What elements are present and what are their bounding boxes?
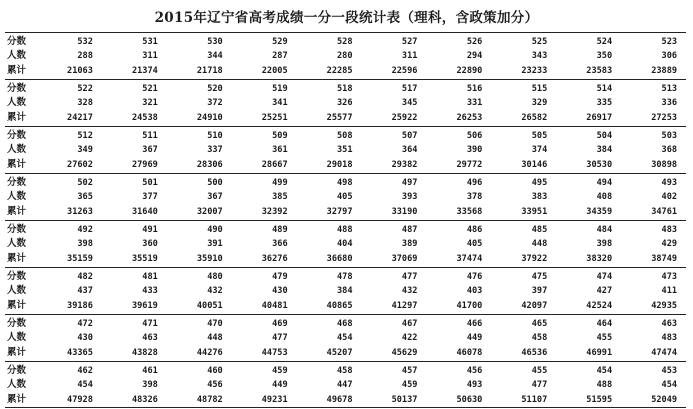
score-cell: 524	[596, 37, 613, 48]
count-cell: 437	[77, 286, 93, 297]
cumulative-cell: 38749	[651, 253, 678, 264]
score-cell: 489	[272, 225, 288, 236]
cumulative-cell: 42097	[521, 300, 548, 311]
score-cell: 456	[466, 366, 483, 377]
count-cell: 454	[77, 380, 93, 391]
score-cell: 527	[401, 37, 418, 48]
cumulative-cell: 38320	[586, 253, 613, 264]
count-cell: 408	[596, 192, 613, 203]
score-cell: 516	[466, 84, 483, 95]
count-cell: 477	[272, 333, 288, 344]
count-cell: 432	[207, 286, 223, 297]
score-cell: 498	[337, 178, 353, 189]
score-cell: 472	[77, 319, 93, 330]
score-cell: 458	[337, 366, 353, 377]
cumulative-cell: 52049	[651, 394, 678, 405]
count-cell: 367	[207, 192, 223, 203]
score-cell: 504	[596, 131, 613, 142]
count-cell: 463	[142, 333, 158, 344]
count-cell: 449	[272, 380, 288, 391]
score-cell: 457	[401, 366, 418, 377]
cumulative-cell: 41700	[456, 300, 483, 311]
cumulative-cell: 21718	[196, 65, 223, 76]
count-row	[5, 237, 686, 251]
count-cell: 294	[466, 51, 483, 62]
score-cell: 518	[337, 84, 353, 95]
count-cell: 328	[77, 98, 93, 109]
count-cell: 385	[272, 192, 288, 203]
count-cell: 405	[466, 239, 483, 250]
count-row	[5, 96, 686, 110]
count-cell: 341	[272, 98, 288, 109]
count-cell: 405	[337, 192, 353, 203]
cumulative-cell: 23583	[586, 65, 613, 76]
score-cell: 508	[337, 131, 353, 142]
cumulative-cell: 25577	[326, 112, 353, 123]
score-cell: 492	[77, 225, 93, 236]
count-cell: 402	[661, 192, 678, 203]
cumulative-cell: 47928	[67, 394, 93, 405]
cumulative-cell: 22596	[391, 65, 418, 76]
cumulative-cell: 41297	[391, 300, 418, 311]
count-cell: 458	[531, 333, 548, 344]
score-cell: 512	[77, 131, 93, 142]
count-cell: 383	[531, 192, 548, 203]
cumulative-cell: 51595	[586, 394, 613, 405]
score-cell: 491	[142, 225, 158, 236]
score-row	[5, 270, 686, 284]
cumulative-cell: 42935	[651, 300, 678, 311]
count-cell: 331	[466, 98, 483, 109]
score-cell: 507	[401, 131, 418, 142]
score-cell: 470	[207, 319, 223, 330]
cumulative-cell: 33951	[521, 206, 548, 217]
table-block	[5, 220, 686, 267]
score-cell: 467	[401, 319, 418, 330]
score-cell: 477	[401, 272, 418, 283]
count-cell: 393	[401, 192, 418, 203]
row-label-cumulative: 累计	[7, 393, 27, 405]
cumulative-row	[5, 64, 686, 78]
score-cell: 459	[272, 366, 288, 377]
cumulative-cell: 24910	[196, 112, 223, 123]
cumulative-cell: 34359	[586, 206, 613, 217]
cumulative-cell: 46078	[456, 347, 483, 358]
cumulative-row	[5, 158, 686, 172]
row-label-cumulative: 累计	[7, 252, 27, 264]
count-cell: 430	[77, 333, 93, 344]
score-cell: 480	[207, 272, 223, 283]
score-cell: 493	[661, 178, 678, 189]
cumulative-cell: 44753	[261, 347, 288, 358]
count-cell: 311	[142, 51, 158, 62]
cumulative-cell: 28667	[261, 159, 288, 170]
score-cell: 515	[531, 84, 548, 95]
count-cell: 326	[337, 98, 353, 109]
cumulative-cell: 39186	[67, 300, 93, 311]
row-label-count: 人数	[7, 191, 27, 203]
score-cell: 462	[77, 366, 93, 377]
count-cell: 280	[337, 51, 353, 62]
count-cell: 454	[337, 333, 353, 344]
cumulative-cell: 33568	[456, 206, 483, 217]
score-cell: 475	[531, 272, 548, 283]
row-label-score: 分数	[7, 224, 27, 236]
score-cell: 478	[337, 272, 353, 283]
cumulative-cell: 45207	[326, 347, 353, 358]
cumulative-cell: 30530	[586, 159, 613, 170]
count-cell: 287	[272, 51, 288, 62]
count-cell: 429	[661, 239, 678, 250]
score-cell: 488	[337, 225, 353, 236]
cumulative-cell: 30898	[651, 159, 678, 170]
count-cell: 288	[77, 51, 93, 62]
count-cell: 343	[531, 51, 548, 62]
row-label-count: 人数	[7, 144, 27, 156]
score-cell: 513	[661, 84, 678, 95]
score-cell: 486	[466, 225, 483, 236]
cumulative-cell: 42524	[586, 300, 613, 311]
cumulative-cell: 37069	[391, 253, 418, 264]
cumulative-cell: 48782	[196, 394, 223, 405]
count-row	[5, 190, 686, 204]
cumulative-cell: 49231	[261, 394, 288, 405]
cumulative-cell: 45629	[391, 347, 418, 358]
cumulative-cell: 50137	[391, 394, 418, 405]
cumulative-cell: 26917	[586, 112, 613, 123]
score-cell: 490	[207, 225, 223, 236]
count-cell: 411	[661, 286, 678, 297]
cumulative-cell: 32007	[196, 206, 223, 217]
count-cell: 398	[142, 380, 158, 391]
table-block	[5, 361, 686, 408]
count-cell: 366	[272, 239, 288, 250]
count-cell: 389	[401, 239, 418, 250]
count-cell: 427	[596, 286, 613, 297]
count-cell: 448	[207, 333, 223, 344]
count-cell: 483	[661, 333, 678, 344]
table-block	[5, 32, 686, 79]
count-cell: 384	[337, 286, 353, 297]
count-cell: 398	[596, 239, 613, 250]
score-cell: 474	[596, 272, 613, 283]
cumulative-cell: 37922	[521, 253, 548, 264]
count-cell: 345	[401, 98, 418, 109]
score-cell: 483	[661, 225, 678, 236]
count-cell: 368	[661, 145, 678, 156]
cumulative-cell: 35159	[67, 253, 93, 264]
score-cell: 514	[596, 84, 613, 95]
score-cell: 530	[207, 37, 223, 48]
score-cell: 484	[596, 225, 613, 236]
cumulative-row	[5, 111, 686, 125]
cumulative-cell: 23889	[651, 65, 678, 76]
cumulative-cell: 35519	[131, 253, 158, 264]
score-cell: 521	[142, 84, 158, 95]
score-cell: 497	[401, 178, 418, 189]
score-cell: 464	[596, 319, 613, 330]
count-cell: 364	[401, 145, 418, 156]
count-cell: 398	[77, 239, 93, 250]
count-cell: 350	[596, 51, 613, 62]
score-cell: 528	[337, 37, 353, 48]
count-cell: 477	[531, 380, 548, 391]
count-cell: 344	[207, 51, 223, 62]
row-label-cumulative: 累计	[7, 299, 27, 311]
score-cell: 465	[531, 319, 548, 330]
score-cell: 455	[531, 366, 548, 377]
count-cell: 432	[401, 286, 418, 297]
cumulative-cell: 28306	[196, 159, 223, 170]
score-cell: 520	[207, 84, 223, 95]
score-cell: 460	[207, 366, 223, 377]
row-label-cumulative: 累计	[7, 158, 27, 170]
cumulative-cell: 40865	[326, 300, 353, 311]
score-cell: 487	[401, 225, 418, 236]
score-cell: 503	[661, 131, 678, 142]
cumulative-cell: 27253	[651, 112, 678, 123]
cumulative-cell: 50630	[456, 394, 483, 405]
count-cell: 365	[77, 192, 93, 203]
cumulative-cell: 40481	[261, 300, 288, 311]
score-cell: 505	[531, 131, 548, 142]
count-cell: 397	[531, 286, 548, 297]
cumulative-cell: 35910	[196, 253, 223, 264]
score-cell: 476	[466, 272, 483, 283]
cumulative-cell: 30146	[521, 159, 548, 170]
count-cell: 374	[531, 145, 548, 156]
cumulative-cell: 47474	[651, 347, 678, 358]
count-cell: 390	[466, 145, 483, 156]
score-cell: 469	[272, 319, 288, 330]
cumulative-cell: 22005	[261, 65, 288, 76]
score-cell: 522	[77, 84, 93, 95]
cumulative-cell: 31640	[131, 206, 158, 217]
row-label-count: 人数	[7, 50, 27, 62]
cumulative-cell: 24538	[131, 112, 158, 123]
row-label-score: 分数	[7, 365, 27, 377]
cumulative-cell: 44276	[196, 347, 223, 358]
count-cell: 367	[142, 145, 158, 156]
score-cell: 500	[207, 178, 223, 189]
row-label-cumulative: 累计	[7, 64, 27, 76]
cumulative-row	[5, 252, 686, 266]
score-cell: 526	[466, 37, 483, 48]
cumulative-row	[5, 205, 686, 219]
count-cell: 449	[466, 333, 483, 344]
score-cell: 454	[596, 366, 613, 377]
count-cell: 351	[337, 145, 353, 156]
cumulative-cell: 43365	[67, 347, 93, 358]
count-cell: 329	[531, 98, 548, 109]
score-cell: 468	[337, 319, 353, 330]
row-label-score: 分数	[7, 83, 27, 95]
count-cell: 493	[466, 380, 483, 391]
score-cell: 496	[466, 178, 483, 189]
count-cell: 349	[77, 145, 93, 156]
cumulative-cell: 32797	[326, 206, 353, 217]
cumulative-cell: 24217	[67, 112, 93, 123]
count-row	[5, 331, 686, 345]
cumulative-cell: 27602	[67, 159, 93, 170]
table-block	[5, 267, 686, 314]
count-cell: 336	[661, 98, 678, 109]
count-cell: 377	[142, 192, 158, 203]
score-cell: 506	[466, 131, 483, 142]
count-cell: 455	[596, 333, 613, 344]
row-label-score: 分数	[7, 271, 27, 283]
score-cell: 482	[77, 272, 93, 283]
score-distribution-table	[5, 32, 686, 408]
row-label-score: 分数	[7, 130, 27, 142]
cumulative-cell: 31263	[67, 206, 93, 217]
score-row	[5, 35, 686, 49]
cumulative-cell: 23233	[521, 65, 548, 76]
cumulative-cell: 27969	[131, 159, 158, 170]
table-block	[5, 173, 686, 220]
cumulative-cell: 36276	[261, 253, 288, 264]
score-cell: 517	[401, 84, 418, 95]
count-cell: 306	[661, 51, 678, 62]
cumulative-cell: 21374	[131, 65, 158, 76]
cumulative-cell: 22285	[326, 65, 353, 76]
cumulative-cell: 25922	[391, 112, 418, 123]
cumulative-cell: 25251	[261, 112, 288, 123]
row-label-count: 人数	[7, 285, 27, 297]
table-block	[5, 126, 686, 173]
count-cell: 456	[207, 380, 223, 391]
score-cell: 481	[142, 272, 158, 283]
row-label-cumulative: 累计	[7, 205, 27, 217]
count-cell: 384	[596, 145, 613, 156]
row-label-count: 人数	[7, 379, 27, 391]
count-cell: 337	[207, 145, 223, 156]
page-title: 2015年辽宁省高考成绩一分一段统计表（理科，含政策加分）	[154, 10, 539, 26]
cumulative-row	[5, 393, 686, 407]
cumulative-cell: 29382	[391, 159, 418, 170]
count-cell: 404	[337, 239, 353, 250]
count-cell: 360	[142, 239, 158, 250]
score-cell: 501	[142, 178, 158, 189]
row-label-count: 人数	[7, 238, 27, 250]
score-cell: 510	[207, 131, 223, 142]
cumulative-cell: 21063	[67, 65, 93, 76]
cumulative-cell: 36680	[326, 253, 353, 264]
count-cell: 311	[401, 51, 418, 62]
score-cell: 461	[142, 366, 158, 377]
score-row	[5, 176, 686, 190]
count-cell: 433	[142, 286, 158, 297]
score-cell: 463	[661, 319, 678, 330]
score-row	[5, 129, 686, 143]
score-cell: 471	[142, 319, 158, 330]
cumulative-cell: 33190	[391, 206, 418, 217]
score-cell: 509	[272, 131, 288, 142]
count-row	[5, 378, 686, 392]
cumulative-cell: 43828	[131, 347, 158, 358]
count-cell: 372	[207, 98, 223, 109]
count-cell: 422	[401, 333, 418, 344]
score-cell: 494	[596, 178, 613, 189]
score-cell: 473	[661, 272, 678, 283]
cumulative-row	[5, 346, 686, 360]
score-cell: 495	[531, 178, 548, 189]
row-label-score: 分数	[7, 177, 27, 189]
cumulative-cell: 48326	[131, 394, 158, 405]
score-cell: 499	[272, 178, 288, 189]
score-row	[5, 82, 686, 96]
count-row	[5, 284, 686, 298]
cumulative-cell: 34761	[651, 206, 678, 217]
cumulative-row	[5, 299, 686, 313]
cumulative-cell: 37474	[456, 253, 483, 264]
score-row	[5, 317, 686, 331]
count-cell: 430	[272, 286, 288, 297]
count-row	[5, 49, 686, 63]
cumulative-cell: 49678	[326, 394, 353, 405]
score-cell: 529	[272, 37, 288, 48]
score-cell: 525	[531, 37, 548, 48]
cumulative-cell: 46536	[521, 347, 548, 358]
count-cell: 459	[401, 380, 418, 391]
cumulative-cell: 29772	[456, 159, 483, 170]
count-cell: 488	[596, 380, 613, 391]
count-cell: 335	[596, 98, 613, 109]
count-cell: 378	[466, 192, 483, 203]
cumulative-cell: 26253	[456, 112, 483, 123]
count-row	[5, 143, 686, 157]
count-cell: 403	[466, 286, 483, 297]
cumulative-cell: 40051	[196, 300, 223, 311]
score-cell: 531	[142, 37, 158, 48]
count-cell: 454	[661, 380, 678, 391]
cumulative-cell: 46991	[586, 347, 613, 358]
row-label-count: 人数	[7, 332, 27, 344]
score-cell: 479	[272, 272, 288, 283]
cumulative-cell: 22890	[456, 65, 483, 76]
cumulative-cell: 32392	[261, 206, 288, 217]
cumulative-cell: 51107	[521, 394, 548, 405]
count-cell: 448	[531, 239, 548, 250]
score-row	[5, 223, 686, 237]
table-block	[5, 314, 686, 361]
count-cell: 447	[337, 380, 353, 391]
score-cell: 511	[142, 131, 158, 142]
row-label-cumulative: 累计	[7, 111, 27, 123]
row-label-count: 人数	[7, 97, 27, 109]
score-cell: 519	[272, 84, 288, 95]
score-cell: 485	[531, 225, 548, 236]
row-label-score: 分数	[7, 318, 27, 330]
score-cell: 532	[77, 37, 93, 48]
row-label-score: 分数	[7, 36, 27, 48]
score-cell: 453	[661, 366, 678, 377]
cumulative-cell: 39619	[131, 300, 158, 311]
count-cell: 391	[207, 239, 223, 250]
score-cell: 502	[77, 178, 93, 189]
row-label-cumulative: 累计	[7, 346, 27, 358]
score-row	[5, 364, 686, 378]
score-cell: 466	[466, 319, 483, 330]
score-cell: 523	[661, 37, 678, 48]
table-block	[5, 79, 686, 126]
count-cell: 361	[272, 145, 288, 156]
count-cell: 321	[142, 98, 158, 109]
cumulative-cell: 26582	[521, 112, 548, 123]
cumulative-cell: 29018	[326, 159, 353, 170]
